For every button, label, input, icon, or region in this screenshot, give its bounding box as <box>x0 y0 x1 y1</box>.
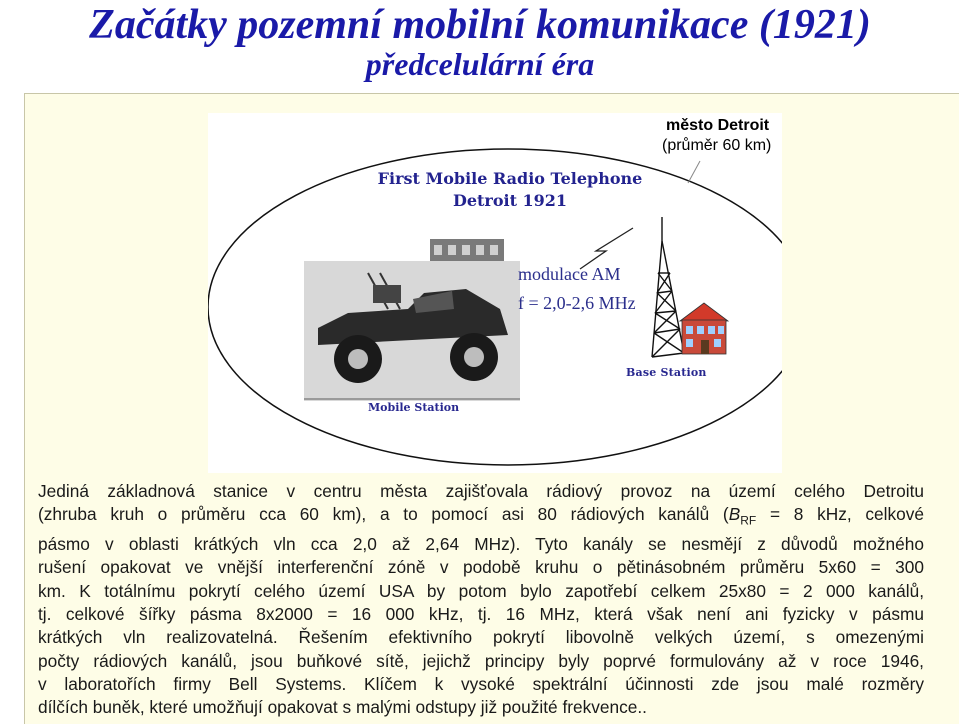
city-pointer-line <box>688 161 700 183</box>
figure-heading <box>360 168 660 212</box>
body-line: v laboratořích firmy Bell Systems. Klíčem k vysoké spektrální účinnosti zde jsou malé rozměry <box>38 673 924 694</box>
body-text <box>38 480 924 719</box>
base-station-house-icon <box>680 303 728 354</box>
body-line: km. K totálnímu pokrytí celého území USA by potom bylo zapotřebí celkem 25x80 = 2 000 kanálů, <box>38 580 924 601</box>
vintage-car-image <box>304 261 520 401</box>
modulation-info <box>518 260 668 318</box>
modulation-label: modulace AM <box>518 264 621 284</box>
body-line: pásmo v oblasti krátkých vln cca 2,0 až 2,64 MHz). Tyto kanály se nesmějí z důvodů možného <box>38 534 924 555</box>
city-label <box>662 116 782 160</box>
base-station-label: Base Station <box>626 366 707 379</box>
detroit-figure <box>208 113 782 473</box>
figure-heading-line1: First Mobile Radio Telephone <box>377 169 643 188</box>
body-line: (zhruba kruh o průměru cca 60 km), a to pomocí asi 80 rádiových kanálů ($B_{RF} = 8$ kHz, celkové <box>38 504 924 528</box>
page-subtitle: předcelulární éra <box>365 46 595 82</box>
body-line: tj. celkové šířky pásma 8x2000 = 16 000 kHz, tj. 16 MHz, která však není ani fyzicky v pásmu <box>38 603 924 624</box>
figure-illustration <box>208 113 782 473</box>
body-line: rušení opakovat ve vnější interferenční zóně v podobě kruhu o pětinásobném průměru 5x60 = 300 <box>38 557 924 578</box>
frequency-label: f = 2,0-2,6 MHz <box>518 293 636 313</box>
body-line: počty rádiových kanálů, jsou buňkové sítě, jejichž principy byly poprvé formulovány až v roce 1946, <box>38 650 924 671</box>
figure-heading-line2: Detroit 1921 <box>452 191 568 210</box>
body-line: dílčích buněk, které umožňují opakovat s malými odstupy již použité frekvence.. <box>38 697 647 718</box>
body-line: Jediná základnová stanice v centru města zajišťovala rádiový provoz na území celého Detroitu <box>38 481 924 501</box>
city-diameter: (průměr 60 km) <box>662 137 772 154</box>
body-line: krátkých vln realizovatelná. Řešením efektivního pokrytí libovolně velkých území, s omezenými <box>38 627 924 648</box>
city-name: město Detroit <box>666 117 770 134</box>
page-title: Začátky pozemní mobilní komunikace (1921) <box>89 2 871 48</box>
mobile-station-label: Mobile Station <box>368 401 460 414</box>
